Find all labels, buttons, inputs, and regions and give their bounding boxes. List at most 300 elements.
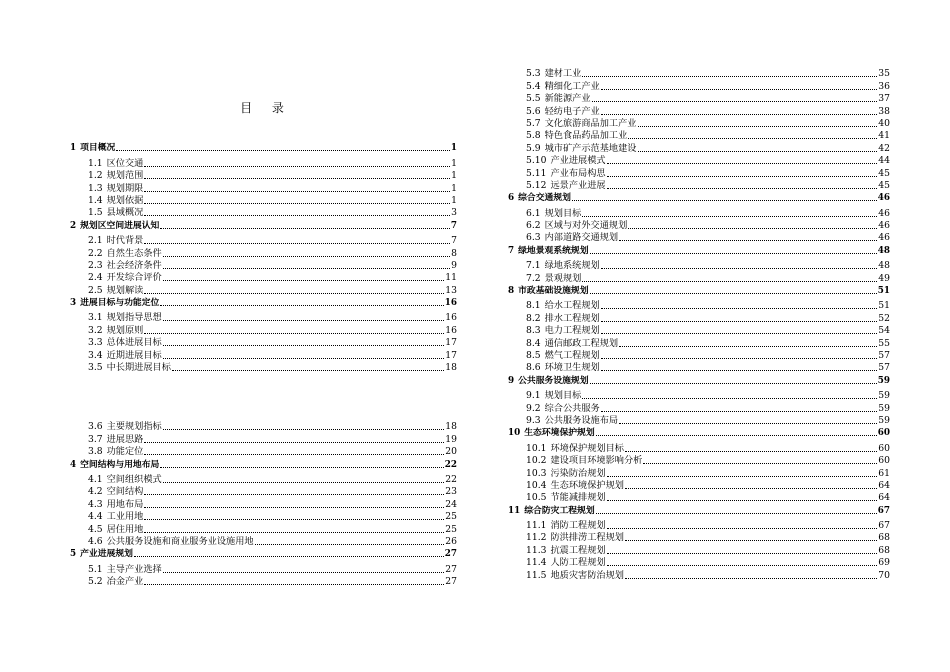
toc-section-entry[interactable]	[508, 544, 890, 556]
toc-entry-number: 3.8	[88, 446, 103, 458]
toc-dot-leader	[625, 578, 877, 579]
toc-section-entry[interactable]	[508, 300, 890, 312]
toc-entry-number: 8.6	[526, 362, 541, 374]
toc-page-number: 7	[451, 235, 457, 247]
toc-page-number: 46	[877, 193, 890, 204]
toc-section-entry[interactable]	[508, 557, 890, 569]
toc-entry-number: 10.1	[526, 442, 547, 454]
toc-page-number: 36	[878, 80, 890, 92]
toc-entry-title: 用地布局	[106, 498, 144, 510]
toc-dot-leader	[590, 383, 877, 384]
toc-entry-title: 生态环境保护规划	[524, 428, 595, 439]
toc-section-entry[interactable]	[508, 80, 890, 92]
toc-dot-leader	[163, 429, 445, 430]
toc-dot-leader	[582, 76, 877, 77]
toc-page-number: 60	[878, 442, 890, 454]
toc-dot-leader	[144, 293, 444, 294]
toc-section-entry[interactable]	[508, 362, 890, 374]
toc-entry-number: 5.8	[526, 130, 541, 142]
toc-page-number: 16	[445, 324, 457, 336]
toc-dot-leader	[592, 101, 878, 102]
toc-chapter-entry[interactable]	[70, 458, 457, 470]
toc-dot-leader	[144, 442, 444, 443]
toc-page-number: 11	[445, 272, 457, 284]
toc-entry-number: 4.4	[88, 511, 103, 523]
toc-section-entry[interactable]	[508, 232, 890, 244]
toc-section-entry[interactable]	[508, 142, 890, 154]
toc-dot-leader	[590, 293, 877, 294]
toc-entry-number: 1	[70, 143, 77, 154]
toc-dot-leader	[160, 228, 450, 229]
toc-section-entry[interactable]	[508, 272, 890, 284]
toc-entry-title: 环境保护规划目标	[550, 442, 624, 454]
toc-dot-leader	[144, 519, 444, 520]
toc-chapter-entry[interactable]	[508, 504, 890, 516]
toc-entry-number: 9.1	[526, 390, 541, 402]
toc-entry-number: 2.4	[88, 272, 103, 284]
toc-entry-number: 10.5	[526, 492, 547, 504]
toc-entry-number: 8.5	[526, 349, 541, 361]
toc-section-entry[interactable]	[508, 155, 890, 167]
toc-page-number: 18	[445, 362, 457, 374]
toc-entry-title: 规划依据	[106, 194, 144, 206]
toc-section-entry[interactable]	[70, 536, 457, 548]
toc-page-number: 64	[878, 492, 890, 504]
toc-entry-title: 精细化工产业	[544, 80, 600, 92]
toc-dot-leader	[607, 176, 878, 177]
toc-dot-leader	[144, 166, 450, 167]
toc-section-entry[interactable]	[70, 486, 457, 498]
toc-chapter-entry[interactable]	[70, 297, 457, 309]
toc-entry-title: 防洪排涝工程规划	[550, 532, 624, 544]
toc-section-entry[interactable]	[508, 118, 890, 130]
toc-dot-leader	[607, 476, 878, 477]
toc-page-number: 9	[451, 259, 457, 271]
toc-page-number: 1	[451, 182, 457, 194]
toc-entry-number: 11.2	[526, 532, 547, 544]
toc-page-number: 67	[878, 520, 890, 532]
toc-entry-title: 内部道路交通规划	[544, 232, 619, 244]
toc-page-number: 60	[877, 428, 890, 439]
toc-entry-number: 8.2	[526, 312, 541, 324]
toc-entry-title: 节能减排规划	[550, 492, 606, 504]
toc-entry-title: 区位交通	[106, 157, 144, 169]
toc-entry-title: 居住用地	[106, 523, 144, 535]
toc-entry-title: 文化旅游商品加工产业	[544, 117, 637, 129]
toc-entry-number: 6.2	[526, 220, 541, 232]
toc-page-number: 57	[878, 349, 890, 361]
toc-page-number: 13	[445, 284, 457, 296]
toc-section-entry[interactable]	[70, 498, 457, 510]
toc-entry-number: 5.3	[526, 68, 541, 80]
toc-chapter-entry[interactable]	[70, 219, 457, 231]
toc-section-entry[interactable]	[70, 576, 457, 588]
toc-dot-leader	[607, 553, 878, 554]
toc-page-number: 41	[878, 130, 890, 142]
toc-entry-number: 8	[508, 286, 515, 297]
toc-entry-number: 4.1	[88, 473, 103, 485]
toc-entry-title: 冶金产业	[106, 576, 144, 588]
toc-dot-leader	[160, 467, 443, 468]
toc-entry-title: 产业进展规划	[80, 549, 133, 560]
toc-page-number: 68	[878, 532, 890, 544]
toc-section-entry[interactable]	[70, 511, 457, 523]
toc-entry-number: 4.5	[88, 523, 103, 535]
toc-entry-title: 开发综合评价	[106, 272, 162, 284]
toc-dot-leader	[582, 216, 877, 217]
toc-chapter-entry[interactable]	[508, 244, 890, 256]
toc-page-number: 35	[878, 68, 890, 80]
toc-page-number: 16	[445, 312, 457, 324]
toc-section-entry[interactable]	[508, 455, 890, 467]
toc-dot-leader	[163, 572, 445, 573]
toc-page-number: 48	[877, 245, 890, 256]
toc-entry-number: 1.3	[88, 182, 103, 194]
toc-section-entry[interactable]	[508, 93, 890, 105]
toc-entry-number: 8.3	[526, 325, 541, 337]
toc-entry-number: 10.4	[526, 479, 547, 491]
toc-page-number: 22	[444, 459, 457, 470]
toc-entry-title: 公共服务设施布局	[544, 414, 619, 426]
toc-entry-title: 电力工程规划	[544, 325, 600, 337]
toc-entry-number: 3	[70, 298, 77, 309]
toc-section-entry[interactable]	[508, 402, 890, 414]
toc-entry-title: 主导产业选择	[106, 563, 162, 575]
toc-entry-number: 5.7	[526, 117, 541, 129]
toc-page-number: 25	[445, 523, 457, 535]
toc-chapter-entry[interactable]	[70, 142, 457, 154]
toc-section-entry[interactable]	[70, 324, 457, 336]
toc-entry-title: 功能定位	[106, 446, 144, 458]
toc-entry-number: 5.12	[526, 179, 547, 191]
toc-entry-number: 11.1	[526, 520, 547, 532]
toc-left-column	[70, 142, 457, 374]
toc-dot-leader	[144, 507, 444, 508]
toc-dot-leader	[144, 203, 450, 204]
toc-section-entry[interactable]	[508, 68, 890, 80]
toc-entry-number: 4	[70, 459, 77, 470]
toc-entry-title: 景观规划	[544, 272, 582, 284]
toc-dot-leader	[255, 544, 445, 545]
toc-dot-leader	[160, 305, 443, 306]
toc-section-entry[interactable]	[70, 433, 457, 445]
toc-entry-title: 生态环境保护规划	[550, 479, 624, 491]
toc-section-entry[interactable]	[508, 337, 890, 349]
toc-section-entry[interactable]	[70, 235, 457, 247]
toc-page-number: 64	[878, 479, 890, 491]
toc-entry-number: 2.1	[88, 235, 103, 247]
toc-page-number: 19	[445, 433, 457, 445]
toc-dot-leader	[601, 358, 878, 359]
toc-entry-number: 5.10	[526, 155, 547, 167]
toc-entry-title: 进展目标与功能定位	[80, 298, 160, 309]
toc-dot-leader	[163, 256, 450, 257]
toc-section-entry[interactable]	[70, 284, 457, 296]
toc-section-entry[interactable]	[508, 492, 890, 504]
toc-chapter-entry[interactable]	[70, 548, 457, 560]
toc-section-entry[interactable]	[70, 170, 457, 182]
toc-page-number: 23	[445, 486, 457, 498]
toc-entry-title: 新能源产业	[544, 93, 591, 105]
toc-page-number: 1	[451, 170, 457, 182]
toc-dot-leader	[601, 89, 878, 90]
toc-dot-leader	[590, 253, 877, 254]
toc-entry-number: 5.5	[526, 93, 541, 105]
toc-chapter-entry[interactable]	[508, 374, 890, 386]
toc-dot-leader	[607, 565, 878, 566]
toc-entry-number: 6.3	[526, 232, 541, 244]
toc-page-number: 61	[878, 467, 890, 479]
toc-entry-title: 项目概况	[80, 143, 116, 154]
toc-entry-number: 10	[508, 428, 521, 439]
toc-entry-number: 2.3	[88, 259, 103, 271]
toc-entry-number: 5.6	[526, 105, 541, 117]
toc-dot-leader	[163, 320, 445, 321]
toc-entry-title: 远景产业进展	[550, 179, 606, 191]
toc-dot-leader	[116, 150, 450, 151]
toc-entry-title: 抗震工程规划	[550, 544, 606, 556]
toc-dot-leader	[144, 191, 450, 192]
toc-section-entry[interactable]	[70, 362, 457, 374]
toc-page-number: 24	[445, 498, 457, 510]
toc-page-number: 57	[878, 362, 890, 374]
toc-section-entry[interactable]	[70, 272, 457, 284]
toc-entry-title: 主要规划指标	[106, 421, 162, 433]
toc-entry-title: 工业用地	[106, 511, 144, 523]
toc-entry-title: 给水工程规划	[544, 300, 600, 312]
toc-page-number: 16	[444, 298, 457, 309]
toc-entry-number: 10.3	[526, 467, 547, 479]
toc-page-number: 25	[445, 511, 457, 523]
toc-entry-title: 综合公共服务	[544, 402, 600, 414]
toc-section-entry[interactable]	[70, 337, 457, 349]
toc-section-entry[interactable]	[70, 247, 457, 259]
toc-entry-number: 6.1	[526, 207, 541, 219]
toc-page-number: 1	[451, 157, 457, 169]
toc-dot-leader	[607, 500, 878, 501]
toc-section-entry[interactable]	[508, 325, 890, 337]
toc-entry-title: 人防工程规划	[550, 557, 606, 569]
toc-section-entry[interactable]	[70, 157, 457, 169]
toc-dot-leader	[582, 281, 877, 282]
toc-entry-title: 综合防灾工程规划	[524, 505, 595, 516]
toc-page-number: 60	[878, 455, 890, 467]
toc-entry-title: 产业布局构思	[550, 167, 606, 179]
toc-section-entry[interactable]	[508, 167, 890, 179]
toc-page-number: 26	[445, 535, 457, 547]
toc-section-entry[interactable]	[508, 532, 890, 544]
toc-page-number: 3	[451, 207, 457, 219]
toc-section-entry[interactable]	[508, 130, 890, 142]
toc-dot-leader	[628, 138, 877, 139]
toc-entry-title: 污染防治规划	[550, 467, 606, 479]
toc-entry-title: 空间结构与用地布局	[80, 459, 160, 470]
toc-dot-leader	[619, 240, 877, 241]
toc-dot-leader	[625, 540, 877, 541]
toc-section-entry[interactable]	[70, 312, 457, 324]
toc-entry-number: 5	[70, 549, 77, 560]
toc-entry-number: 6	[508, 193, 515, 204]
toc-dot-leader	[163, 482, 445, 483]
toc-dot-leader	[144, 178, 450, 179]
toc-entry-title: 空间组织模式	[106, 473, 162, 485]
toc-chapter-entry[interactable]	[508, 427, 890, 439]
toc-entry-number: 3.1	[88, 312, 103, 324]
toc-dot-leader	[638, 126, 878, 127]
toc-entry-title: 综合交通规划	[518, 193, 571, 204]
toc-entry-number: 4.2	[88, 486, 103, 498]
toc-entry-number: 9.2	[526, 402, 541, 414]
toc-chapter-entry[interactable]	[508, 285, 890, 297]
toc-section-entry[interactable]	[508, 220, 890, 232]
toc-section-entry[interactable]	[508, 480, 890, 492]
toc-entry-number: 3.2	[88, 324, 103, 336]
toc-entry-number: 3.3	[88, 337, 103, 349]
toc-entry-title: 城市矿产示范基地建设	[544, 142, 637, 154]
toc-chapter-entry[interactable]	[508, 192, 890, 204]
toc-entry-number: 5.11	[526, 167, 547, 179]
toc-section-entry[interactable]	[508, 350, 890, 362]
toc-section-entry[interactable]	[508, 207, 890, 219]
toc-section-entry[interactable]	[70, 207, 457, 219]
toc-dot-leader	[601, 411, 878, 412]
toc-entry-title: 市政基础设施规划	[518, 286, 589, 297]
toc-dot-leader	[638, 151, 878, 152]
toc-page-number: 51	[877, 286, 890, 297]
toc-section-entry[interactable]	[70, 523, 457, 535]
toc-entry-title: 排水工程规划	[544, 312, 600, 324]
toc-page-number: 22	[445, 473, 457, 485]
toc-entry-title: 规划原则	[106, 324, 144, 336]
toc-left-column-continued	[70, 421, 457, 588]
toc-page-number: 45	[878, 167, 890, 179]
toc-entry-number: 3.4	[88, 349, 103, 361]
toc-dot-leader	[607, 528, 878, 529]
toc-dot-leader	[628, 228, 877, 229]
toc-section-entry[interactable]	[70, 474, 457, 486]
toc-section-entry[interactable]	[70, 421, 457, 433]
toc-section-entry[interactable]	[70, 195, 457, 207]
toc-dot-leader	[625, 451, 877, 452]
toc-dot-leader	[144, 494, 444, 495]
toc-entry-title: 自然生态条件	[106, 247, 162, 259]
toc-section-entry[interactable]	[508, 520, 890, 532]
toc-page-number: 18	[445, 421, 457, 433]
toc-entry-number: 11	[508, 505, 521, 516]
toc-entry-number: 2.2	[88, 247, 103, 259]
toc-dot-leader	[619, 346, 877, 347]
toc-page-number: 46	[878, 232, 890, 244]
toc-entry-number: 4.6	[88, 535, 103, 547]
toc-page-number: 20	[445, 446, 457, 458]
toc-dot-leader	[625, 488, 877, 489]
toc-section-entry[interactable]	[508, 180, 890, 192]
toc-section-entry[interactable]	[508, 260, 890, 272]
toc-dot-leader	[144, 584, 444, 585]
toc-page-number: 55	[878, 337, 890, 349]
toc-page-number: 1	[450, 143, 457, 154]
toc-dot-leader	[596, 513, 877, 514]
toc-page-number: 59	[878, 402, 890, 414]
toc-entry-number: 7.1	[526, 260, 541, 272]
toc-entry-number: 5.1	[88, 563, 103, 575]
toc-entry-title: 规划目标	[544, 207, 582, 219]
toc-entry-number: 2	[70, 220, 77, 231]
toc-entry-number: 3.6	[88, 421, 103, 433]
toc-page-number: 27	[444, 549, 457, 560]
toc-entry-title: 规划指导思想	[106, 312, 162, 324]
toc-page-number: 46	[878, 207, 890, 219]
toc-section-entry[interactable]	[70, 563, 457, 575]
toc-page-number: 69	[878, 557, 890, 569]
toc-dot-leader	[601, 370, 878, 371]
toc-right-column	[508, 68, 890, 582]
toc-dot-leader	[144, 215, 450, 216]
toc-entry-title: 进展思路	[106, 433, 144, 445]
toc-section-entry[interactable]	[508, 312, 890, 324]
toc-page-number: 59	[878, 390, 890, 402]
toc-entry-number: 9.3	[526, 414, 541, 426]
toc-entry-title: 建材工业	[544, 68, 582, 80]
toc-entry-title: 绿地系统规划	[544, 260, 600, 272]
toc-page-number: 1	[451, 194, 457, 206]
toc-page-number: 68	[878, 544, 890, 556]
toc-section-entry[interactable]	[70, 260, 457, 272]
toc-dot-leader	[163, 358, 445, 359]
toc-page-number: 17	[445, 337, 457, 349]
toc-entry-number: 11.4	[526, 557, 547, 569]
toc-dot-leader	[172, 370, 444, 371]
toc-section-entry[interactable]	[508, 442, 890, 454]
toc-dot-leader	[601, 308, 878, 309]
toc-section-entry[interactable]	[70, 446, 457, 458]
toc-entry-title: 总体进展目标	[106, 337, 162, 349]
toc-page-number: 27	[445, 563, 457, 575]
toc-entry-number: 11.3	[526, 544, 547, 556]
toc-section-entry[interactable]	[70, 182, 457, 194]
toc-entry-title: 地质灾害防治规划	[550, 569, 624, 581]
toc-entry-number: 5.9	[526, 142, 541, 154]
toc-entry-title: 区域与对外交通规划	[544, 220, 628, 232]
toc-dot-leader	[582, 398, 877, 399]
toc-page-number: 67	[877, 505, 890, 516]
toc-entry-number: 1.1	[88, 157, 103, 169]
toc-section-entry[interactable]	[508, 467, 890, 479]
toc-entry-number: 8.1	[526, 300, 541, 312]
toc-entry-title: 产业进展模式	[550, 155, 606, 167]
toc-page-number: 27	[445, 576, 457, 588]
toc-page-number: 42	[878, 142, 890, 154]
toc-page-number: 70	[878, 569, 890, 581]
toc-entry-title: 环境卫生规划	[544, 362, 600, 374]
toc-dot-leader	[596, 435, 877, 436]
toc-entry-title: 时代背景	[106, 235, 144, 247]
toc-page-number: 44	[878, 155, 890, 167]
toc-entry-title: 通信邮政工程规划	[544, 337, 619, 349]
toc-dot-leader	[601, 321, 878, 322]
toc-section-entry[interactable]	[508, 415, 890, 427]
toc-entry-title: 轻纺电子产业	[544, 105, 600, 117]
toc-entry-number: 5.2	[88, 576, 103, 588]
toc-section-entry[interactable]	[70, 349, 457, 361]
toc-page-number: 46	[878, 220, 890, 232]
toc-section-entry[interactable]	[508, 105, 890, 117]
toc-section-entry[interactable]	[508, 569, 890, 581]
toc-page-number: 51	[878, 300, 890, 312]
toc-section-entry[interactable]	[508, 390, 890, 402]
toc-page-number: 8	[451, 247, 457, 259]
toc-entry-title: 社会经济条件	[106, 259, 162, 271]
